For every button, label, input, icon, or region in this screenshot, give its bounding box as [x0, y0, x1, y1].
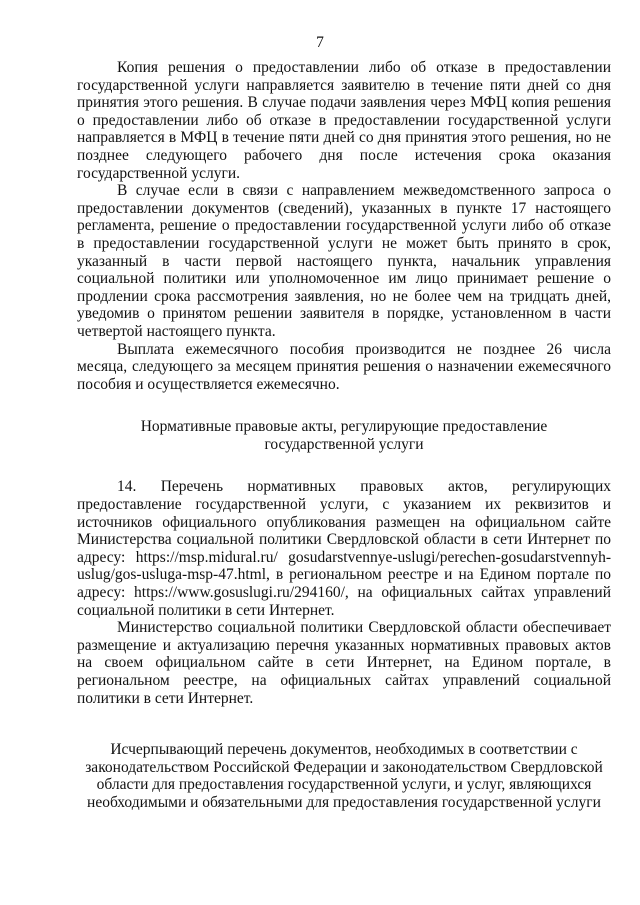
- section-normative-acts-body: [77, 478, 611, 707]
- paragraph-ministry-publication: Министерство социальной политики Свердловской области обеспечивает размещение и актуализацию перечня указанных нормативных правовых актов на своем официальном сайте в сети Интернет, на Едином портале, в региональном реестре, на официальных сайтах управлений социальной политики в сети Интернет.: [77, 619, 611, 707]
- document-body: [77, 59, 611, 812]
- page-number: 7: [316, 34, 324, 51]
- paragraph-interagency-request: В случае если в связи с направлением межведомственного запроса о предоставлении документов (сведений), указанных в пункте 17 настоящего регламента, решение о предоставлении государственной услуги либо об отказе в предоставлении государственной услуги не может быть принято в срок, указанный в части первой настоящего пункта, начальник управления социальной политики или уполномоченное им лицо принимает решение о продлении срока рассмотрения заявления, но не более чем на тридцать дней, уведомив о принятом решении заявителя в порядке, установленном в части четвертой настоящего пункта.: [77, 182, 611, 340]
- section-heading-normative-acts: [77, 418, 611, 453]
- paragraph-monthly-payment: Выплата ежемесячного пособия производится не позднее 26 числа месяца, следующего за месяцем принятия решения о назначении ежемесячного пособия и осуществляется ежемесячно.: [77, 340, 611, 393]
- paragraph-decision-copy: Копия решения о предоставлении либо об отказе в предоставлении государственной услуги направляется заявителю в течение пяти дней со дня принятия этого решения. В случае подачи заявления через МФЦ копия решения о предоставлении либо об отказе в предоставлении государственной услуги направляется в МФЦ в течение пяти дней со дня принятия этого решения, но не позднее следующего рабочего дня после истечения срока оказания государственной услуги.: [77, 59, 611, 182]
- paragraph-14-acts-list: 14. Перечень нормативных правовых актов, регулирующих предоставление государственной услуги, с указанием их реквизитов и источников официального опубликования размещен на официальном сайте Министерства социальной политики Свердловской области в сети Интернет по адресу: https://msp.midural.ru/ gosudarstvennye-uslugi/perechen-gosudarstvennyh-uslug/gos-usluga-msp-47.html, в региональном реестре и на Едином портале по адресу: https://www.gosuslugi.ru/294160/, на официальных сайтах управлений социальной политики в сети Интернет.: [77, 478, 611, 619]
- section-heading-line-1: Нормативные правовые акты, регулирующие предоставление: [140, 418, 548, 436]
- section-heading-line-2: государственной услуги: [264, 435, 424, 453]
- section-heading-documents-list: Исчерпывающий перечень документов, необходимых в соответствии с законодательством Российской Федерации и законодательством Свердловской области для предоставления государственной услуги, и услуг, являющихся необходимыми и обязательными для предоставления государственной услуги: [85, 741, 603, 811]
